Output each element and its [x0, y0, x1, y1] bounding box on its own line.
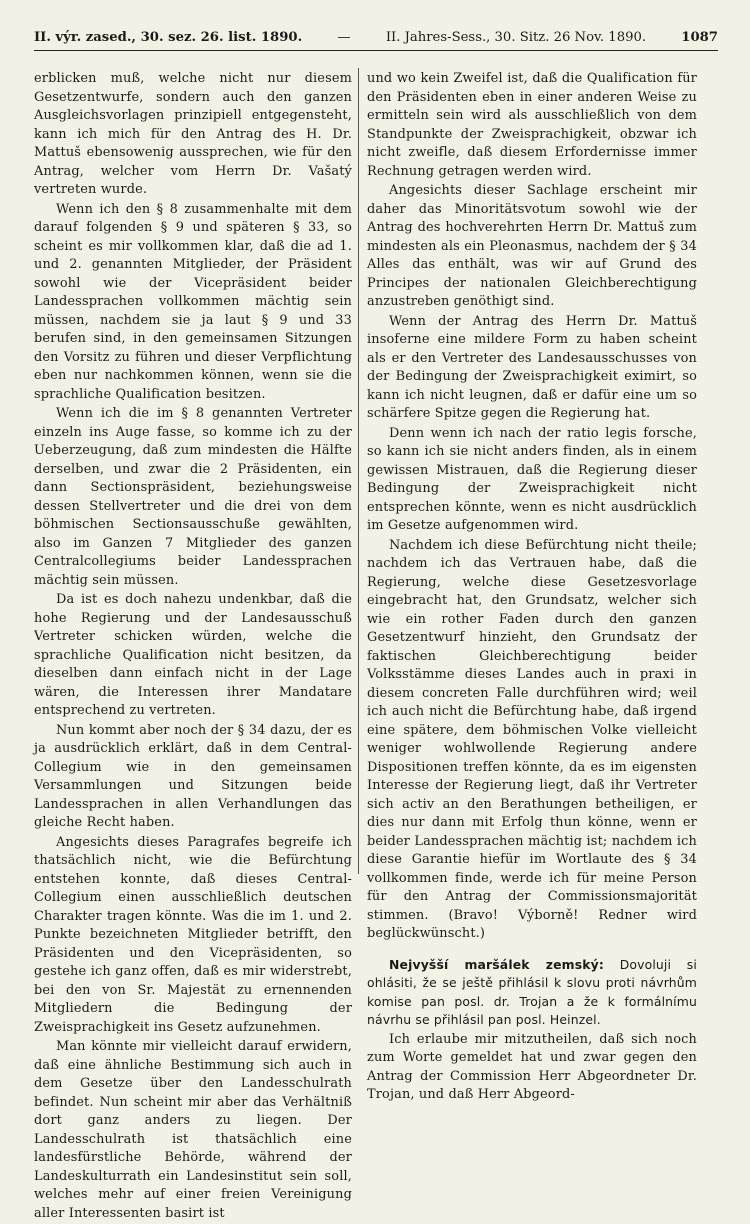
right-column: [367, 70, 697, 1106]
speaker-name: Nejvyšší maršálek zemský:: [389, 956, 604, 972]
paragraph: und wo kein Zweifel ist, daß die Qualification für den Präsidenten eben in einer anderen Weise zu ermitteln sein wird als ausschließlich von dem Standpunkte der Zweisprachigkeit, obzwar ich nicht zweifle, daß diesem Erfordernisse immer Rechnung getragen werden wird.: [367, 71, 697, 179]
paragraph: Da ist es doch nahezu undenkbar, daß die hohe Regierung und der Landesausschuß Vertreter schicken würden, welche die sprachliche Qualification nicht besitzen, da dieselben dann einfach nicht in der Lage wären, die Interessen ihrer Mandatare entsprechend zu vertreten.: [34, 592, 352, 718]
page-number: 1087: [681, 30, 718, 45]
paragraph: Man könnte mir vielleicht darauf erwidern, daß eine ähnliche Bestimmung sich auch in dem Gesetze über den Landesschulrath befindet. Nun scheint mir aber das Verhältniß dort ganz anders zu liegen. Der Landesschulrath ist thatsächlich eine landesfürstliche Behörde, während der Landeskulturrath ein Landesinstitut sein soll, welches mehr auf einer freien Vereinigung aller Interessenten basirt ist: [34, 1039, 352, 1221]
paragraph: Angesichts dieser Sachlage erscheint mir daher das Minoritätsvotum sowohl wie der Antrag des hochverehrten Herrn Dr. Mattuš zum mindesten als ein Pleonasmus, nachdem der § 34 Alles das enthält, was wir auf Grund des Principes der nationalen Gleichberechtigung anzustreben genöthigt sind.: [367, 183, 697, 309]
paragraph: Ich erlaube mir mitzutheilen, daß sich noch zum Worte gemeldet hat und zwar gegen den Antrag der Commission Herr Abgeordneter Dr. Trojan, und daß Herr Abgeord-: [367, 1031, 697, 1102]
left-column: [34, 70, 352, 1224]
running-header: [34, 30, 718, 51]
speaker-paragraph: [367, 956, 697, 1030]
paragraph: Wenn ich den § 8 zusammenhalte mit dem darauf folgenden § 9 und späteren § 33, so scheint es mir vollkommen klar, daß die ad 1. und 2. genannten Mitglieder, der Präsident sowohl wie der Vicepräsident beider Landessprachen vollkommen mächtig sein müssen, nachdem sie ja laut § 9 und 33 berufen sind, in den gemeinsamen Sitzungen den Vorsitz zu führen und dieser Verpflichtung eben nur nachkommen können, wenn sie die sprachliche Qualification besitzen.: [34, 201, 352, 402]
paragraph: Angesichts dieses Paragrafes begreife ich thatsächlich nicht, wie die Befürchtung entstehen konnte, daß dieses Central-Collegium einen ausschließlich deutschen Charakter tragen könnte. Was die im 1. und 2. Punkte bezeichneten Mitglieder betrifft, den Präsidenten und den Vicepräsidenten, so gestehe ich ganz offen, daß es mir widerstrebt, bei den von Sr. Majestät zu ernennenden Mitgliedern die Bedingung der Zweisprachigkeit ins Gesetz aufzunehmen.: [34, 834, 352, 1035]
paragraph: Wenn der Antrag des Herrn Dr. Mattuš insoferne eine mildere Form zu haben scheint als er den Vertreter des Landesausschusses von der Bedingung der Zweisprachigkeit eximirt, so kann ich nicht leugnen, daß er dafür eine um so schärfere Spitze gegen die Regierung hat.: [367, 313, 697, 421]
paragraph: erblicken muß, welche nicht nur diesem Gesetzentwurfe, sondern auch den ganzen Ausgleichsvorlagen prinzipiell entgegensteht, kann ich mich für den Antrag des H. Dr. Mattuš ebensowenig aussprechen, wie für den Antrag, welcher vom Herrn Dr. Vašatý vertreten wurde.: [34, 71, 352, 197]
column-divider: [358, 68, 359, 874]
paragraph: Wenn ich die im § 8 genannten Vertreter einzeln ins Auge fasse, so komme ich zu der Ueberzeugung, daß zum mindesten die Hälfte derselben, und zwar die 2 Präsidenten, ein dann Sectionspräsident, beziehungsweise dessen Stellvertreter und die drei von dem böhmischen Sectionsausschuße gewählten, also im Ganzen 7 Mitglieder des ganzen Centralcollegiums beider Landessprachen mächtig sein müssen.: [34, 406, 352, 588]
header-czech: II. výr. zased., 30. sez. 26. list. 1890.: [34, 30, 303, 45]
header-german: II. Jahres-Sess., 30. Sitz. 26 Nov. 1890.: [385, 30, 647, 45]
paragraph: Nun kommt aber noch der § 34 dazu, der es ja ausdrücklich erklärt, daß in dem Central-Collegium wie in den gemeinsamen Versammlungen und Sitzungen beide Landessprachen in allen Verhandlungen das gleiche Recht haben.: [34, 722, 352, 830]
paragraph: Denn wenn ich nach der ratio legis forsche, so kann ich sie nicht anders finden, als in einem gewissen Mistrauen, daß die Regierung dieser Bedingung der Zweisprachigkeit nicht entsprechen könnte, wenn es nicht ausdrücklich im Gesetze aufgenommen wird.: [367, 425, 697, 533]
paragraph: Nachdem ich diese Befürchtung nicht theile; nachdem ich das Vertrauen habe, daß die Regierung, welche diese Gesetzesvorlage eingebracht hat, den Grundsatz, welcher sich wie ein rother Faden durch den ganzen Gesetzentwurf hinzieht, den Grundsatz der faktischen Gleichberechtigung beider Volksstämme dieses Landes auch in praxi in diesem concreten Falle durchführen wird; weil ich auch nicht die Befürchtung habe, daß irgend eine spätere, dem böhmischen Volke vielleicht weniger wohlwollende Regierung andere Dispositionen treffen könnte, da es im eigensten Interesse der Regierung liegt, daß ihr Vertreter sich activ an den Berathungen betheiligen, er dies nur dann mit Erfolg thun könne, wenn er beider Landessprachen mächtig ist; nachdem ich diese Garantie hiefür im Wortlaute des § 34 vollkommen finde, werde ich für meine Person für den Antrag der Commissionsmajorität stimmen. (Bravo! Výborně! Redner wird beglückwünscht.): [367, 537, 697, 941]
header-separator: —: [337, 30, 351, 45]
speaker-text: Dovoluji si ohlásiti, že se ještě přihlásil k slovu proti návrhům komise pan posl. dr. Trojan a že k formálnímu návrhu se přihlásil pan posl. Heinzel.: [367, 956, 698, 1027]
